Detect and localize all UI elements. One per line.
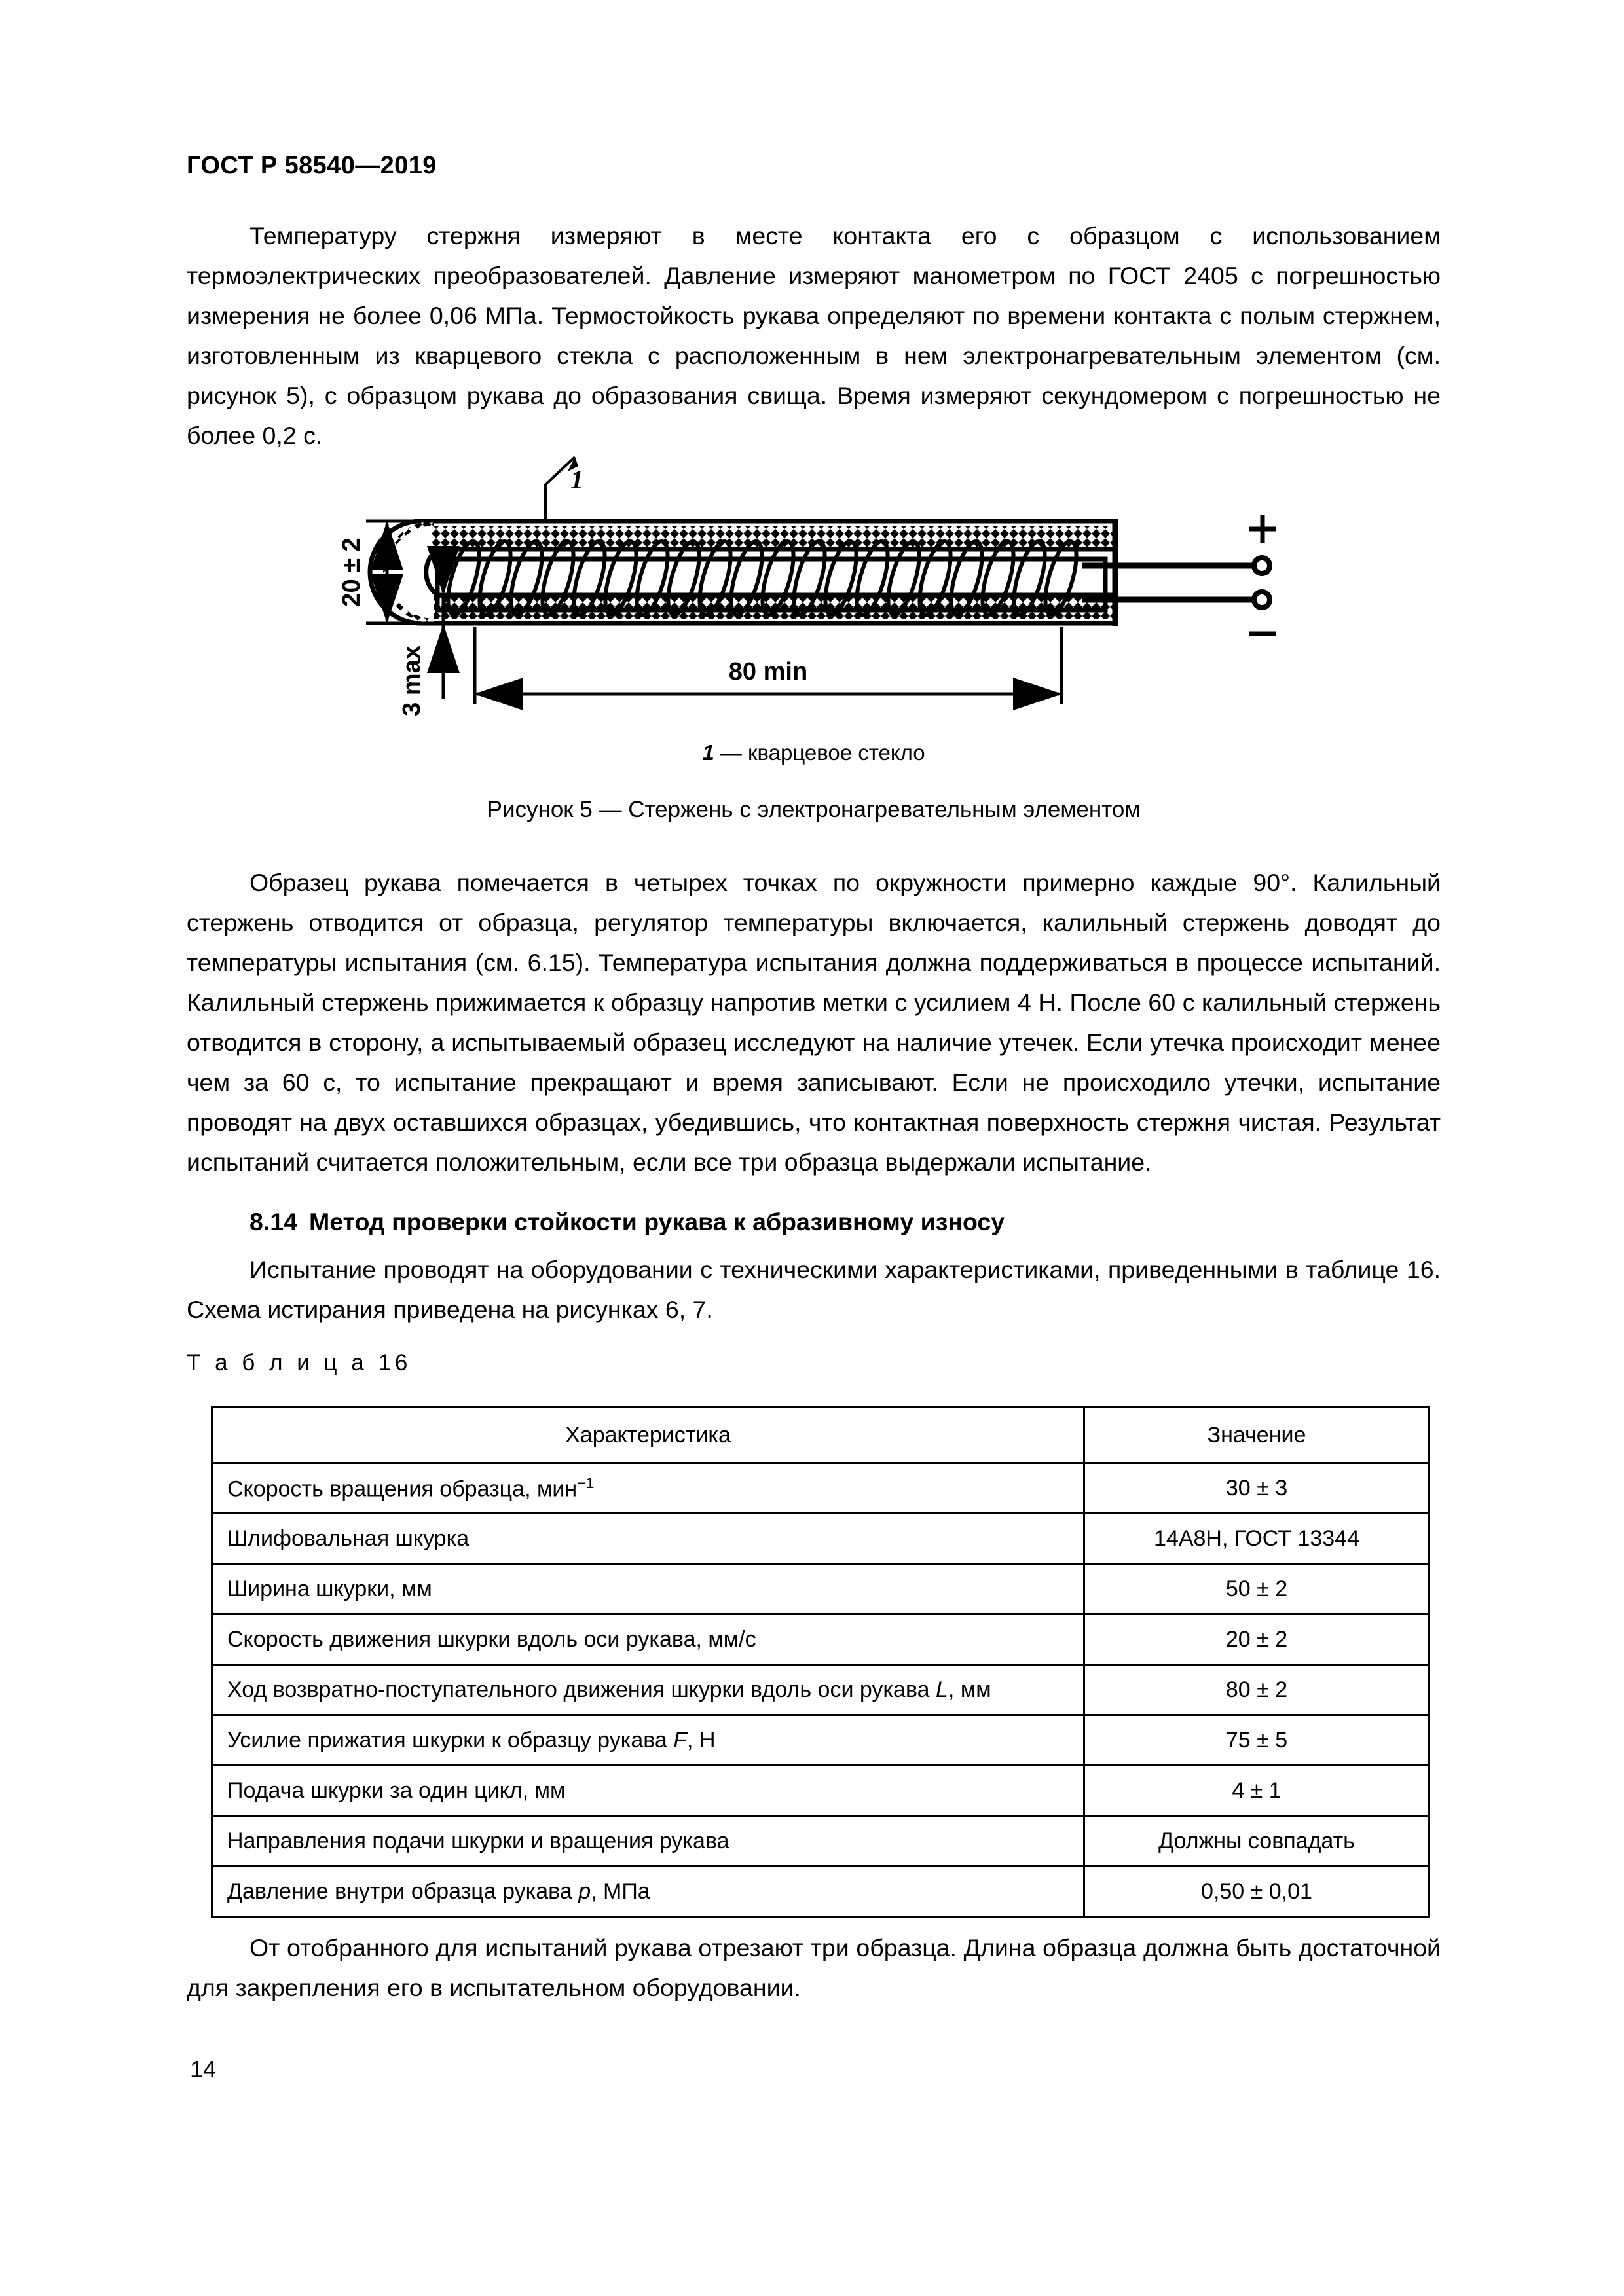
cell-value: 20 ± 2: [1084, 1614, 1430, 1665]
paragraph-temperature-measurement: Температуру стержня измеряют в месте контакта его с образцом с использованием термоэлектрических преобразователей. Давление измеряют манометром по ГОСТ 2405 с погрешностью измерения не более 0,06 МПа. Термостойкость рукава определяют по времени контакта с полым стержнем, изготовленным из кварцевого стекла с расположенным в нем электронагревательным элементом (см. рисунок 5), с образцом рукава до образования свища. Время измеряют секундомером с погрешностью не более 0,2 с.: [187, 222, 1441, 449]
cell-characteristic: Ширина шкурки, мм: [212, 1564, 1084, 1614]
heating-rod-schematic: [303, 437, 1325, 719]
paragraph-marking-procedure: Образец рукава помечается в четырех точках по окружности примерно каждые 90°. Калильный стержень отводится от образца, регулятор температуры включается, калильный стержень доводят до температуры испытания (см. 6.15). Температура испытания должна поддерживаться в процессе испытаний. Калильный стержень прижимается к образцу напротив метки с усилием 4 Н. После 60 с калильный стержень отводится в сторону, а испытываемый образец исследуют на наличие утечек. Если утечка происходит менее чем за 60 с, то испытание прекращают и время записывают. Если не происходило утечки, испытание проводят на двух оставшихся образцах, убедившись, что контактная поверхность стержня чистая. Результат испытаний считается положительным, если все три образца выдержали испытание.: [187, 869, 1441, 1176]
table-row: [212, 1665, 1430, 1715]
cell-value: 30 ± 3: [1084, 1463, 1430, 1514]
paragraph-equipment: Испытание проводят на оборудовании с техническими характеристиками, приведенными в таблице 16. Схема истирания приведена на рисунках 6, 7.: [187, 1256, 1441, 1323]
cell-value: 0,50 ± 0,01: [1084, 1867, 1430, 1917]
cell-characteristic: Усилие прижатия шкурки к образцу рукава F, Н: [212, 1715, 1084, 1766]
table-body: [212, 1463, 1430, 1917]
figure-5-block: [187, 437, 1441, 825]
table-row: [212, 1614, 1430, 1665]
cell-characteristic: Скорость вращения образца, мин$^{-1}$: [212, 1463, 1084, 1514]
figure-callout-1: 1: [570, 465, 583, 494]
section-heading-8-14: [187, 1202, 1441, 1242]
figure-legend-index: 1: [702, 740, 714, 765]
cell-value: Должны совпадать: [1084, 1816, 1430, 1867]
intro-text-block: [187, 216, 1441, 456]
column-header-value: Значение: [1084, 1408, 1430, 1463]
cell-characteristic: Направления подачи шкурки и вращения рукава: [212, 1816, 1084, 1867]
superscript-minus-one: −1: [577, 1474, 595, 1491]
table-row: [212, 1816, 1430, 1867]
table-row: [212, 1564, 1430, 1614]
figure-legend: [187, 738, 1441, 767]
table-row: [212, 1715, 1430, 1766]
closing-text-block: [187, 1928, 1441, 2008]
plus-icon: [1249, 515, 1276, 543]
cell-value: 50 ± 2: [1084, 1564, 1430, 1614]
cell-characteristic: Подача шкурки за один цикл, мм: [212, 1766, 1084, 1816]
dimension-wall-thickness: 3 max: [397, 646, 426, 716]
table-header-row: [212, 1408, 1430, 1463]
column-header-characteristic: Характеристика: [212, 1408, 1084, 1463]
symbol-L: L: [936, 1677, 948, 1702]
figure-5-drawing: [187, 437, 1441, 719]
table-row: [212, 1766, 1430, 1816]
cell-value: 4 ± 1: [1084, 1766, 1430, 1816]
cell-value: 80 ± 2: [1084, 1665, 1430, 1715]
terminal-positive: [1254, 558, 1270, 574]
table-16: [211, 1406, 1430, 1918]
table-row: [212, 1867, 1430, 1917]
section-title: Метод проверки стойкости рукава к абразивному износу: [309, 1208, 1005, 1235]
procedure-text-block: [187, 863, 1441, 1330]
dimension-height: 20 ± 2: [337, 538, 365, 607]
paragraph-sample-preparation: От отобранного для испытаний рукава отрезают три образца. Длина образца должна быть достаточной для закрепления его в испытательном оборудовании.: [187, 1934, 1441, 2001]
cell-characteristic: Скорость движения шкурки вдоль оси рукава, мм/с: [212, 1614, 1084, 1665]
page-number: 14: [190, 2056, 217, 2083]
dimension-length: 80 min: [728, 658, 807, 685]
figure-legend-text: кварцевое стекло: [748, 740, 925, 765]
table-row: [212, 1463, 1430, 1514]
figure-legend-dash: —: [720, 740, 742, 765]
figure-caption: Рисунок 5 — Стержень с электронагревательным элементом: [487, 797, 1141, 822]
cell-characteristic: Давление внутри образца рукава p, МПа: [212, 1867, 1084, 1917]
table-label: Т а б л и ц а 16: [187, 1350, 412, 1376]
table-head: [212, 1408, 1430, 1463]
cell-value: 14А8Н, ГОСТ 13344: [1084, 1514, 1430, 1564]
running-header: ГОСТ Р 58540—2019: [187, 152, 437, 179]
symbol-F: F: [673, 1727, 688, 1753]
cell-value: 75 ± 5: [1084, 1715, 1430, 1766]
section-number: 8.14: [249, 1208, 297, 1235]
symbol-p: p: [578, 1878, 591, 1904]
terminal-negative: [1254, 592, 1270, 608]
cell-characteristic: Шлифовальная шкурка: [212, 1514, 1084, 1564]
cell-characteristic: Ход возвратно-поступательного движения шкурки вдоль оси рукава L, мм: [212, 1665, 1084, 1715]
table-row: [212, 1514, 1430, 1564]
